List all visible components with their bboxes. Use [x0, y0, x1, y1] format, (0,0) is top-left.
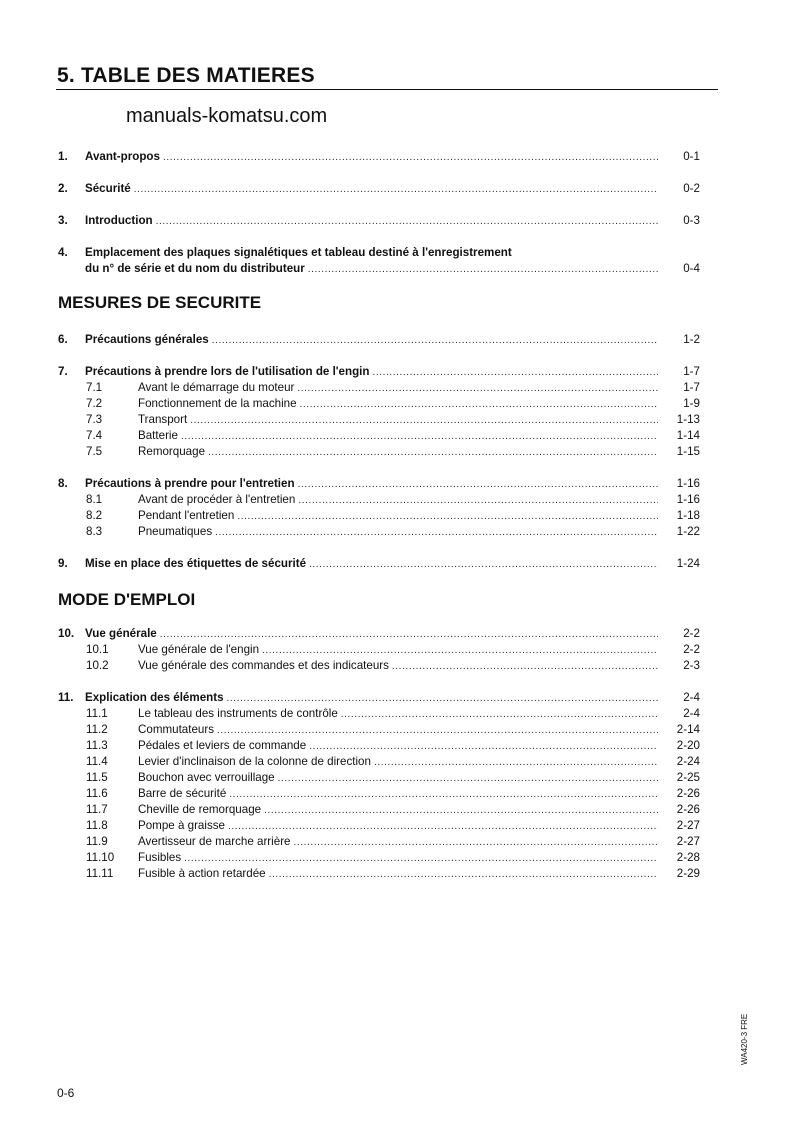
toc-subentry-11-6[interactable] [58, 786, 700, 802]
dot-leader [134, 182, 658, 198]
toc-entry-title: Le tableau des instruments de contrôle [138, 707, 338, 720]
dot-leader [309, 557, 658, 573]
toc-entry-number: 11. [58, 691, 74, 704]
toc-entry-page: 1-2 [683, 333, 700, 346]
toc-entry-page: 1-13 [676, 413, 700, 426]
dot-leader [269, 867, 658, 883]
toc-entry-page: 2-2 [683, 643, 700, 656]
toc-entry-page: 0-4 [683, 262, 700, 275]
toc-entry-title: Avant de procéder à l'entretien [138, 493, 296, 506]
dot-leader [163, 150, 658, 166]
toc-entry-title: Avertisseur de marche arrière [138, 835, 291, 848]
toc-entry-page: 1-7 [683, 381, 700, 394]
toc-entry-page: 0-1 [683, 150, 700, 163]
toc-entry-number: 11.2 [86, 723, 108, 736]
page-title: 5. TABLE DES MATIERES [57, 64, 315, 87]
toc-entry-page: 2-29 [676, 867, 700, 880]
toc-entry-page: 2-3 [683, 659, 700, 672]
toc-entry-page: 2-26 [676, 787, 700, 800]
toc-entry-page: 2-27 [676, 835, 700, 848]
toc-entry-page: 1-9 [683, 397, 700, 410]
toc-entry-4-continued[interactable] [58, 261, 700, 277]
toc-entry-page: 2-4 [683, 707, 700, 720]
toc-entry-title: Mise en place des étiquettes de sécurité [85, 557, 307, 570]
toc-entry-title: Fusible à action retardée [138, 867, 266, 880]
toc-entry-number: 11.10 [86, 851, 115, 864]
toc-subentry-11-11[interactable] [58, 866, 700, 882]
toc-entry-title: Précautions à prendre pour l'entretien [85, 477, 295, 490]
dot-leader [229, 787, 658, 803]
toc-entry-page: 1-16 [676, 477, 700, 490]
toc-entry-title: Fusibles [138, 851, 182, 864]
toc-subentry-8-2[interactable] [58, 508, 700, 524]
section-heading-operation: MODE D'EMPLOI [58, 590, 196, 609]
toc-subentry-7-3[interactable] [58, 412, 700, 428]
toc-entry-title: Précautions générales [85, 333, 209, 346]
dot-leader [300, 397, 658, 413]
toc-entry-title: Précautions à prendre lors de l'utilisation de l'engin [85, 365, 370, 378]
dot-leader [341, 707, 658, 723]
toc-entry-title: Bouchon avec verrouillage [138, 771, 275, 784]
section-heading-safety: MESURES DE SECURITE [58, 293, 262, 312]
toc-entry-title: Avant le démarrage du moteur [138, 381, 295, 394]
toc-subentry-7-1[interactable] [58, 380, 700, 396]
toc-entry-7[interactable] [58, 364, 700, 380]
toc-entry-title: Pendant l'entretien [138, 509, 235, 522]
toc-entry-number: 11.7 [86, 803, 108, 816]
toc-entry-title: Pneumatiques [138, 525, 213, 538]
toc-entry-title: Remorquage [138, 445, 206, 458]
toc-subentry-11-4[interactable] [58, 754, 700, 770]
dot-leader [308, 262, 658, 278]
dot-leader [298, 477, 658, 493]
toc-entry-title: Introduction [85, 214, 153, 227]
toc-entry-page: 2-27 [676, 819, 700, 832]
toc-subentry-8-1[interactable] [58, 492, 700, 508]
toc-entry-number: 8.3 [86, 525, 103, 538]
toc-entry-page: 1-7 [683, 365, 700, 378]
toc-entry-number: 10.1 [86, 643, 109, 656]
toc-entry-8[interactable] [58, 476, 700, 492]
dot-leader [278, 771, 658, 787]
dot-leader [262, 643, 658, 659]
toc-entry-title: Barre de sécurité [138, 787, 227, 800]
dot-leader [208, 445, 658, 461]
toc-entry-page: 1-22 [676, 525, 700, 538]
toc-entry-1[interactable] [58, 149, 700, 165]
toc-entry-number: 7. [58, 365, 68, 378]
toc-subentry-11-5[interactable] [58, 770, 700, 786]
toc-entry-page: 2-20 [676, 739, 700, 752]
dot-leader [160, 627, 658, 643]
toc-subentry-10-2[interactable] [58, 658, 700, 674]
toc-subentry-11-8[interactable] [58, 818, 700, 834]
toc-subentry-11-10[interactable] [58, 850, 700, 866]
toc-subentry-7-4[interactable] [58, 428, 700, 444]
toc-entry-11[interactable] [58, 690, 700, 706]
dot-leader [374, 755, 658, 771]
toc-entry-number: 11.3 [86, 739, 108, 752]
dot-leader [237, 509, 658, 525]
dot-leader [264, 803, 658, 819]
dot-leader [212, 333, 658, 349]
toc-entry-title: Transport [138, 413, 188, 426]
toc-entry-number: 10. [58, 627, 75, 640]
toc-entry-page: 2-2 [683, 627, 700, 640]
toc-entry-9[interactable] [58, 556, 700, 572]
toc-entry-number: 6. [58, 333, 68, 346]
toc-entry-number: 8. [58, 477, 68, 490]
toc-subentry-11-9[interactable] [58, 834, 700, 850]
toc-entry-number: 11.11 [86, 867, 114, 880]
toc-entry-title-continued: du n° de série et du nom du distributeur [85, 262, 305, 275]
toc-entry-title: Pompe à graisse [138, 819, 225, 832]
toc-subentry-10-1[interactable] [58, 642, 700, 658]
toc-entry-page: 2-4 [683, 691, 700, 704]
dot-leader [372, 365, 658, 381]
dot-leader [228, 819, 658, 835]
toc-entry-page: 2-14 [676, 723, 700, 736]
dot-leader [297, 381, 658, 397]
toc-subentry-11-3[interactable] [58, 738, 700, 754]
toc-entry-2[interactable] [58, 181, 700, 197]
toc-entry-title: Cheville de remorquage [138, 803, 262, 816]
toc-entry-4[interactable] [58, 245, 700, 261]
dot-leader [217, 723, 658, 739]
toc-entry-number: 11.1 [86, 707, 108, 720]
dot-leader [227, 691, 658, 707]
toc-entry-number: 11.9 [86, 835, 108, 848]
toc-subentry-7-2[interactable] [58, 396, 700, 412]
toc-entry-page: 2-25 [676, 771, 700, 784]
toc-entry-page: 2-28 [676, 851, 700, 864]
toc-entry-title: Vue générale de l'engin [138, 643, 260, 656]
toc-entry-page: 2-24 [676, 755, 700, 768]
dot-leader [156, 214, 658, 230]
toc-entry-number: 11.5 [86, 771, 108, 784]
toc-entry-title: Commutateurs [138, 723, 215, 736]
toc-entry-title: Vue générale des commandes et des indicateurs [138, 659, 389, 672]
toc-entry-title: Emplacement des plaques signalétiques et tableau destiné à l'enregistrement [85, 246, 512, 259]
toc-entry-number: 8.1 [86, 493, 103, 506]
toc-entry-page: 1-18 [676, 509, 700, 522]
toc-entry-page: 1-24 [676, 557, 700, 570]
toc-entry-title: Vue générale [85, 627, 157, 640]
dot-leader [184, 851, 658, 867]
dot-leader [392, 659, 658, 675]
toc-subentry-11-1[interactable] [58, 706, 700, 722]
dot-leader [181, 429, 658, 445]
toc-entry-title: Fonctionnement de la machine [138, 397, 297, 410]
toc-entry-10[interactable] [58, 626, 700, 642]
toc-entry-number: 7.2 [86, 397, 103, 410]
title-divider [56, 89, 718, 90]
toc-entry-number: 10.2 [86, 659, 109, 672]
footer-page-number: 0-6 [57, 1086, 75, 1100]
dot-leader [298, 493, 658, 509]
toc-entry-title: Batterie [138, 429, 178, 442]
dot-leader [294, 835, 659, 851]
toc-entry-number: 1. [58, 150, 68, 163]
toc-entry-page: 2-26 [676, 803, 700, 816]
toc-entry-6[interactable] [58, 332, 700, 348]
dot-leader [309, 739, 658, 755]
document-code: WA420-3 FRE [740, 1013, 749, 1065]
toc-entry-number: 8.2 [86, 509, 103, 522]
toc-entry-page: 1-15 [676, 445, 700, 458]
dot-leader [215, 525, 658, 541]
toc-entry-number: 4. [58, 246, 68, 259]
dot-leader [190, 413, 658, 429]
toc-subentry-8-3[interactable] [58, 524, 700, 540]
toc-entry-number: 7.3 [86, 413, 103, 426]
toc-entry-number: 3. [58, 214, 68, 227]
toc-entry-number: 2. [58, 182, 68, 195]
toc-entry-number: 11.4 [86, 755, 108, 768]
toc-entry-title: Pédales et leviers de commande [138, 739, 307, 752]
toc-entry-number: 9. [58, 557, 68, 570]
toc-entry-number: 11.8 [86, 819, 108, 832]
toc-entry-page: 0-3 [683, 214, 700, 227]
toc-subentry-7-5[interactable] [58, 444, 700, 460]
toc-entry-number: 7.5 [86, 445, 103, 458]
toc-entry-page: 0-2 [683, 182, 700, 195]
toc-subentry-11-7[interactable] [58, 802, 700, 818]
toc-entry-title: Explication des éléments [85, 691, 224, 704]
toc-entry-number: 7.1 [86, 381, 103, 394]
watermark-text: manuals-komatsu.com [126, 105, 328, 127]
toc-entry-page: 1-14 [676, 429, 700, 442]
toc-entry-3[interactable] [58, 213, 700, 229]
toc-entry-page: 1-16 [676, 493, 700, 506]
toc-entry-number: 11.6 [86, 787, 108, 800]
toc-entry-title: Avant-propos [85, 150, 160, 163]
toc-subentry-11-2[interactable] [58, 722, 700, 738]
toc-entry-title: Levier d'inclinaison de la colonne de direction [138, 755, 371, 768]
toc-entry-number: 7.4 [86, 429, 103, 442]
toc-entry-title: Sécurité [85, 182, 131, 195]
